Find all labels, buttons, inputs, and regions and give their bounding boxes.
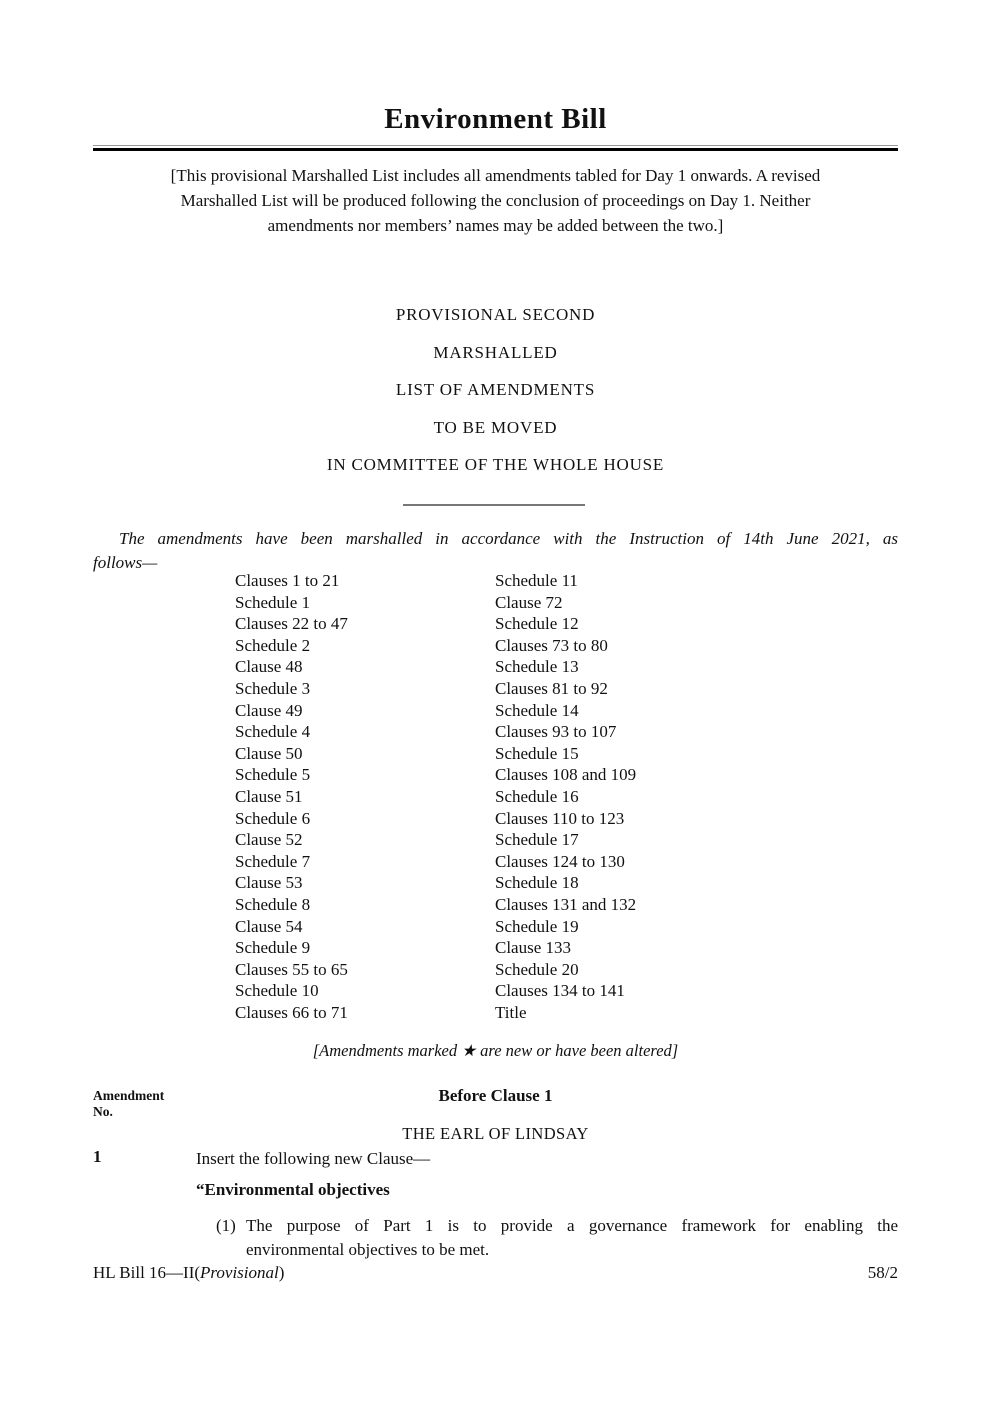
provisional-note-line: amendments nor members’ names may be added between the two.] [267,216,724,235]
order-list-item: Clause 51 [235,786,303,806]
page-title: Environment Bill [384,103,607,135]
bill-reference-prefix: HL Bill 16—II( [93,1263,201,1282]
order-list-item: Clauses 93 to 107 [495,722,617,742]
bill-reference-suffix: ) [278,1263,285,1282]
marshalling-order-list [235,570,898,1023]
marshalling-note [93,527,898,575]
order-list-item: Schedule 19 [495,916,579,936]
order-list-item: Schedule 9 [235,938,311,958]
star-legend-note: [Amendments marked ★ are new or have been altered] [312,1041,679,1060]
order-list-item: Schedule 7 [235,851,311,871]
order-list-column-right [495,570,898,1023]
place-heading: Before Clause 1 [438,1086,553,1105]
order-list-item: Schedule 3 [235,678,311,698]
bill-reference [93,1263,284,1283]
new-clause-title: “Environmental objectives [196,1180,390,1199]
order-list-item: Schedule 17 [495,830,579,850]
order-list-item: Schedule 16 [495,786,579,806]
page-footer [93,1263,898,1283]
subsection-text-line1: The purpose of Part 1 is to provide a governance framework for enabling the [246,1216,898,1235]
order-list-item: Clauses 66 to 71 [235,1002,348,1022]
list-heading-line: PROVISIONAL SECOND [395,305,596,324]
order-list-item: Clause 49 [235,700,303,720]
amendment-body [196,1147,898,1261]
order-list-item: Schedule 20 [495,959,579,979]
list-heading-line: IN COMMITTEE OF THE WHOLE HOUSE [326,455,665,474]
title-rule-thin [93,145,898,146]
order-list-item: Clauses 131 and 132 [495,894,637,914]
subsection-text-line2: environmental objectives to be met. [246,1239,490,1259]
order-list-item: Schedule 1 [235,592,311,612]
order-list-item: Clauses 124 to 130 [495,851,625,871]
order-list-item: Clause 52 [235,830,303,850]
order-list-item: Clause 54 [235,916,303,936]
order-list-item: Clause 72 [495,592,563,612]
order-list-item: Schedule 11 [495,571,578,590]
order-list-item: Schedule 14 [495,700,579,720]
order-list-item: Schedule 15 [495,743,579,763]
order-list-item: Schedule 4 [235,722,311,742]
order-list-item: Schedule 10 [235,981,319,1001]
order-list-item: Clauses 108 and 109 [495,765,637,785]
order-list-item: Clauses 55 to 65 [235,959,348,979]
order-list-item: Clauses 1 to 21 [235,571,340,590]
order-list-item: Clause 53 [235,873,303,893]
amendment-no-label-line1: Amendment [93,1088,165,1103]
subsection-1 [196,1214,898,1261]
subsection-number: (1) [216,1216,236,1235]
marshalling-note-line1: The amendments have been marshalled in accordance with the Instruction of 14th June 2021, as [119,529,898,548]
sheet-number: 58/2 [867,1263,898,1282]
amendment-number: 1 [93,1147,102,1166]
mover-name: THE EARL OF LINDSAY [402,1124,589,1143]
order-list-item: Schedule 12 [495,614,579,634]
order-list-item: Clause 50 [235,743,303,763]
order-list-item: Schedule 5 [235,765,311,785]
provisional-note [45,163,946,238]
bill-reference-provisional: Provisional [200,1263,279,1282]
list-heading-line: MARSHALLED [433,342,558,362]
order-list-item: Schedule 8 [235,894,311,914]
title-double-rule [93,145,898,151]
amendment-instruction: Insert the following new Clause— [196,1149,431,1168]
subsection-text [246,1214,898,1261]
order-list-column-left [235,570,495,1023]
provisional-note-line: [This provisional Marshalled List includes all amendments tabled for Day 1 onwards. A revised [170,166,821,185]
order-list-item: Clauses 81 to 92 [495,678,608,698]
provisional-note-line: Marshalled List will be produced following the conclusion of proceedings on Day 1. Neither [180,191,811,210]
order-list-item: Schedule 2 [235,635,311,655]
amendment-1 [93,1147,898,1261]
list-heading-line: TO BE MOVED [433,417,558,437]
order-list-item: Schedule 6 [235,808,311,828]
list-heading-block [93,296,898,484]
section-divider-rule [403,504,585,506]
order-list-item: Schedule 13 [495,657,579,677]
marshalling-note-line2: follows— [93,553,158,572]
title-rule-thick [93,148,898,151]
order-list-item: Clauses 22 to 47 [235,614,348,634]
amendment-no-label-line2: No. [93,1104,113,1119]
order-list-item: Clauses 134 to 141 [495,981,625,1001]
order-list-item: Clauses 110 to 123 [495,808,625,828]
list-heading-line: LIST OF AMENDMENTS [395,380,596,399]
order-list-item: Schedule 18 [495,873,579,893]
order-list-item: Clause 133 [495,938,572,958]
order-list-item: Clause 48 [235,657,303,677]
order-list-item: Clauses 73 to 80 [495,635,608,655]
order-list-item: Title [495,1002,527,1022]
